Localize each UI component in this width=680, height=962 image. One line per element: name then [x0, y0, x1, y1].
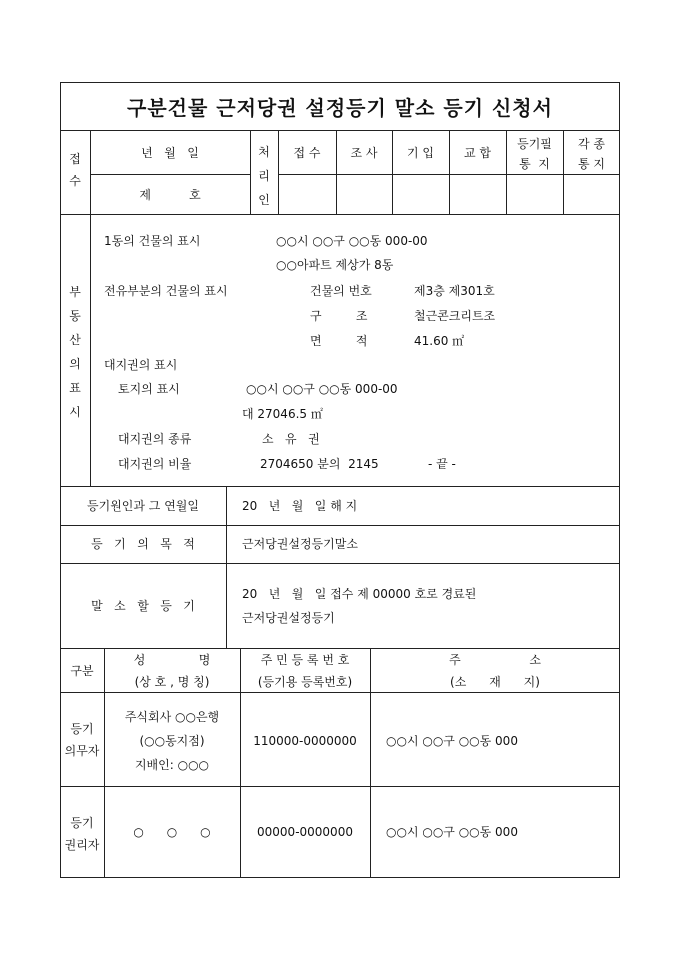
- building-name: ○○아파트 제상가 8동: [276, 258, 394, 272]
- rule: [278, 130, 279, 214]
- rule: [60, 648, 620, 649]
- rule: [60, 525, 620, 526]
- structure-value: 철근콘크리트조: [414, 309, 496, 323]
- obligor-branch: (○○동지점): [139, 734, 205, 748]
- name-header-sub: (상 호 , 명 칭): [134, 675, 210, 689]
- address-header-sub: (소 재 지): [450, 675, 540, 689]
- reception-label: 접 수: [69, 152, 81, 188]
- rule: [90, 214, 91, 486]
- name-header: 성 명: [133, 653, 211, 667]
- right-ratio-value: 2704650 분의 2145: [260, 457, 379, 471]
- rule: [60, 786, 620, 787]
- obligee-address: ○○시 ○○구 ○○동 000: [386, 825, 518, 839]
- unit-label: 전유부분의 건물의 표시: [104, 284, 228, 298]
- obligor-name: 주식회사 ○○은행: [124, 710, 220, 724]
- land-address: ○○시 ○○구 ○○동 000-00: [246, 382, 398, 396]
- building-label: 1동의 건물의 표시: [104, 234, 201, 248]
- cancel-label: 말 소 할 등 기: [91, 599, 195, 613]
- rule: [226, 486, 227, 648]
- land-right-label: 대지권의 표시: [104, 358, 178, 372]
- col-reception: 접 수: [293, 146, 321, 160]
- obligee-name: ○ ○ ○: [133, 825, 211, 839]
- land-area: 대 27046.5 ㎡: [242, 407, 323, 421]
- end-mark: - 끝 -: [428, 457, 456, 471]
- rule: [60, 214, 620, 215]
- col-completion-notice: 등기필 통 지: [517, 137, 552, 171]
- right-type-value: 소 유 권: [262, 432, 320, 446]
- col-investigation: 조 사: [350, 146, 378, 160]
- cancel-value-line2: 근저당권설정등기: [242, 611, 335, 625]
- form-title: 구분건물 근저당권 설정등기 말소 등기 신청서: [127, 96, 553, 120]
- rule: [60, 486, 620, 487]
- right-ratio-label: 대지권의 비율: [118, 457, 192, 471]
- purpose-label: 등 기 의 목 적: [91, 537, 195, 551]
- rule: [336, 130, 337, 214]
- obligor-id: 110000-0000000: [253, 734, 357, 748]
- cause-label: 등기원인과 그 연월일: [87, 499, 199, 513]
- section-label: 구분: [70, 664, 94, 678]
- id-header: 주 민 등 록 번 호: [260, 653, 350, 667]
- rule: [90, 174, 250, 175]
- obligor-address: ○○시 ○○구 ○○동 000: [386, 734, 518, 748]
- area-value: 41.60 ㎡: [414, 334, 465, 348]
- rule: [60, 563, 620, 564]
- col-various-notice: 각 종 통 지: [578, 137, 605, 171]
- cause-value: 20 년 월 일 해 지: [242, 499, 358, 513]
- processor-label: 처 리 인: [258, 145, 270, 207]
- col-entry: 기 입: [407, 146, 434, 160]
- obligor-manager: 지배인: ○○○: [134, 758, 210, 772]
- reception-number-label: 제 호: [139, 188, 201, 202]
- land-label: 토지의 표시: [118, 382, 180, 396]
- obligee-label: 등기 권리자: [64, 816, 100, 852]
- reception-date-label: 년 월 일: [141, 146, 199, 160]
- building-address: ○○시 ○○구 ○○동 000-00: [276, 234, 428, 248]
- rule: [449, 130, 450, 214]
- property-label: 부 동 산 의 표 시: [69, 285, 81, 419]
- id-header-sub: (등기용 등록번호): [257, 675, 353, 689]
- address-header: 주 소: [449, 653, 541, 667]
- area-label: 면 적: [310, 334, 368, 348]
- purpose-value: 근저당권설정등기말소: [242, 537, 358, 551]
- col-check: 교 합: [464, 146, 491, 160]
- cancel-value-line1: 20 년 월 일 접수 제 00000 호로 경료된: [242, 587, 477, 601]
- unit-number-label: 건물의 번호: [310, 284, 372, 298]
- structure-label: 구 조: [310, 309, 368, 323]
- right-type-label: 대지권의 종류: [118, 432, 192, 446]
- obligee-id: 00000-0000000: [257, 825, 353, 839]
- rule: [60, 692, 620, 693]
- unit-number: 제3층 제301호: [414, 284, 495, 298]
- rule: [60, 130, 620, 131]
- rule: [392, 130, 393, 214]
- obligor-label: 등기 의무자: [64, 722, 100, 758]
